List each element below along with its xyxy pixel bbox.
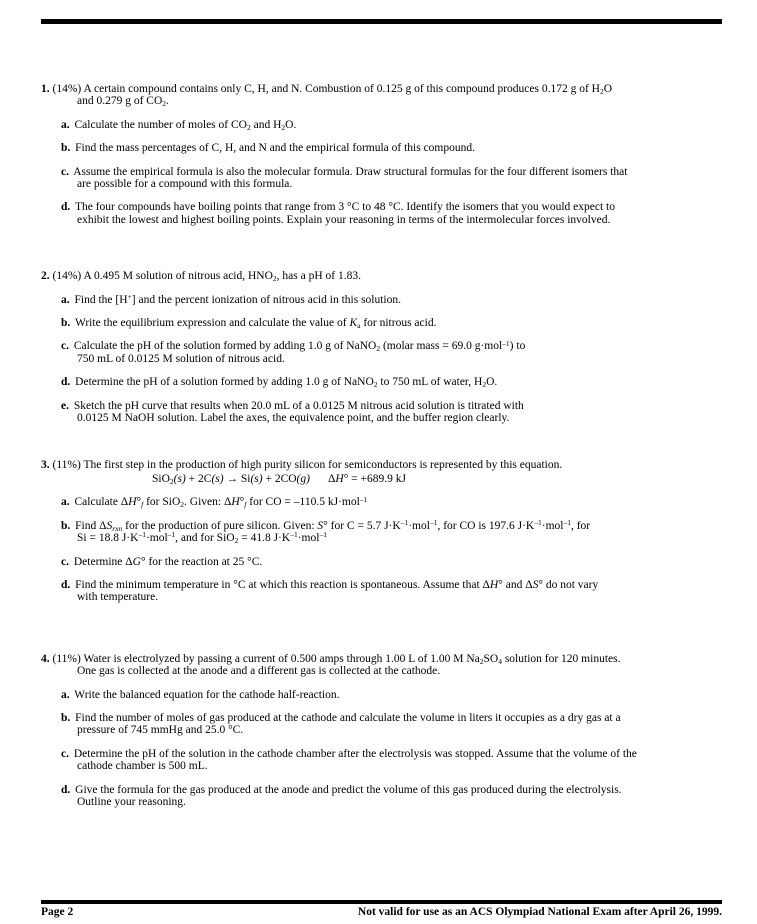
question-number: 4. xyxy=(41,652,50,665)
item-letter: a. xyxy=(61,293,70,306)
item-letter: d. xyxy=(61,578,71,591)
question-intro-text: (11%) The first step in the production of high purity silicon for semiconductors is represented by this equation. xyxy=(52,458,563,471)
item-text: Calculate the number of moles of $CO_2$ and $H_2O$. xyxy=(74,118,297,132)
item-letter: b. xyxy=(61,317,71,330)
questions-section xyxy=(41,83,722,808)
question-item xyxy=(61,748,722,773)
item-text: Find the mass percentages of C, H, and N and the empirical formula of this compound. xyxy=(75,142,476,155)
item-letter: a. xyxy=(61,118,70,131)
item-letter: d. xyxy=(61,376,71,389)
question-intro xyxy=(41,83,722,108)
question-number: 2. xyxy=(41,270,50,283)
question-item xyxy=(61,784,722,809)
question-item xyxy=(61,142,722,154)
question-intro xyxy=(41,459,722,471)
question-item xyxy=(61,400,722,425)
item-text: Determine the pH of a solution formed by adding 1.0 g of NaNO$_2$ to 750 mL of water, $H_2O$. xyxy=(75,376,498,390)
page-number-label: Page 2 xyxy=(41,906,74,918)
top-rule xyxy=(41,19,722,24)
footer xyxy=(41,906,722,918)
item-letter: c. xyxy=(61,555,69,568)
question-item xyxy=(61,166,722,191)
question-4 xyxy=(41,653,722,809)
item-text: Find the number of moles of gas produced at the cathode and calculate the volume in liters it occupies as a dry gas at a pressure of 745 mmHg and 25.0 °C. xyxy=(75,711,621,737)
question-item xyxy=(61,579,722,604)
question-item xyxy=(61,556,722,568)
item-letter: b. xyxy=(61,142,71,155)
item-letter: c. xyxy=(61,165,69,178)
item-letter: b. xyxy=(61,711,71,724)
item-letter: c. xyxy=(61,747,69,760)
question-item xyxy=(61,317,722,329)
question-intro-text: (14%) A certain compound contains only C, H, and N. Combustion of 0.125 g of this compound produces 0.172 g of $H_2O$ and 0.279 g of $CO_2$. xyxy=(52,83,613,109)
question-intro-text: (11%) Water is electrolyzed by passing a current of 0.500 amps through 1.00 L of 1.00 M $Na_2SO_4$ solution for 120 minutes. One gas is collected at the anode and a different gas is collected at the cathode. xyxy=(52,652,621,678)
question-intro xyxy=(41,653,722,678)
item-text: Assume the empirical formula is also the molecular formula. Draw structural formulas for the four different isomers that are possible for a compound with this formula. xyxy=(73,165,628,191)
question-item xyxy=(61,689,722,701)
item-text: Find the minimum temperature in °C at which this reaction is spontaneous. Assume that ΔH° and ΔS° do not vary with temperature. xyxy=(75,578,599,604)
validity-notice: Not valid for use as an ACS Olympiad National Exam after April 26, 1999. xyxy=(357,906,722,918)
item-text: Calculate the pH of the solution formed by adding 1.0 g of NaNO$_2$ (molar mass = 69.0 g·mol$^{-1}$) to 750 mL of 0.0125 M solution of nitrous acid. xyxy=(73,338,526,365)
question-3 xyxy=(41,459,722,604)
item-text: Write the balanced equation for the cathode half-reaction. xyxy=(74,688,340,701)
question-number: 1. xyxy=(41,83,50,95)
item-text: Determine the pH of the solution in the cathode chamber after the electrolysis was stopped. Assume that the volume of the cathode chamber is 500 mL. xyxy=(73,747,637,773)
question-item xyxy=(61,340,722,365)
item-text: Determine ΔG° for the reaction at 25 °C. xyxy=(73,555,263,568)
question-item xyxy=(61,291,722,306)
question-2 xyxy=(41,270,722,424)
item-text: Write the equilibrium expression and calculate the value of $K_a$ for nitrous acid. xyxy=(74,317,437,331)
question-item xyxy=(61,201,722,226)
item-text: The four compounds have boiling points that range from 3 °C to 48 °C. Identify the isomers that you would expect to exhibit the lowest and highest boiling points. Explain your reasoning in terms of the intermolecular forces involved. xyxy=(74,201,615,226)
question-item xyxy=(61,119,722,131)
item-text: Find the [H+] and the percent ionization of nitrous acid in this solution. xyxy=(74,291,401,306)
item-letter: d. xyxy=(61,201,71,214)
equation-line xyxy=(41,473,722,485)
item-letter: c. xyxy=(61,340,69,353)
question-intro xyxy=(41,270,722,282)
item-letter: a. xyxy=(61,688,70,701)
item-letter: e. xyxy=(61,399,69,412)
item-text: Give the formula for the gas produced at the anode and predict the volume of this gas produced during the electrolysis. Outline your reasoning. xyxy=(75,783,622,808)
question-item xyxy=(61,496,722,508)
footer-rule xyxy=(41,900,722,904)
question-item xyxy=(61,376,722,388)
item-letter: a. xyxy=(61,496,70,509)
item-letter: d. xyxy=(61,783,71,796)
item-text: Find $\Delta S_{rxn}$ for the production of pure silicon. Given: S° for C = 5.7 $J\cdot K^{-1}\cdot mol^{-1}$, for CO is 197.6 $J\cdot K^{-1}\cdot mol^{-1}$, for Si = 18.8 $J\cdot K^{-1}\cdot mol^{-1}$, and for SiO$_2$ = 41.8 $J\cdot K^{-1}\cdot mol^{-1}$ xyxy=(75,517,591,546)
question-number: 3. xyxy=(41,458,50,471)
item-text: Calculate $\Delta H^\circ_f$ for SiO$_2$. Given: $\Delta H^\circ_f$ for CO = –110.5 kJ·mol$^{-1}$ xyxy=(74,494,368,510)
question-intro-text: (14%) A 0.495 M solution of nitrous acid, $HNO_2$, has a pH of 1.83. xyxy=(52,270,361,284)
equation-text: SiO$_2$(s) + 2C(s) → Si(s) + 2CO(g) xyxy=(152,472,310,486)
equation-enthalpy: ΔH° = +689.9 kJ xyxy=(327,472,406,485)
question-item xyxy=(61,712,722,737)
item-text: Sketch the pH curve that results when 20.0 mL of a 0.0125 M nitrous acid solution is titrated with 0.0125 M NaOH solution. Label the axes, the equivalence point, and the buffer region clearly. xyxy=(73,399,524,425)
item-letter: b. xyxy=(61,519,71,532)
question-item xyxy=(61,517,722,546)
question-1 xyxy=(41,83,722,226)
